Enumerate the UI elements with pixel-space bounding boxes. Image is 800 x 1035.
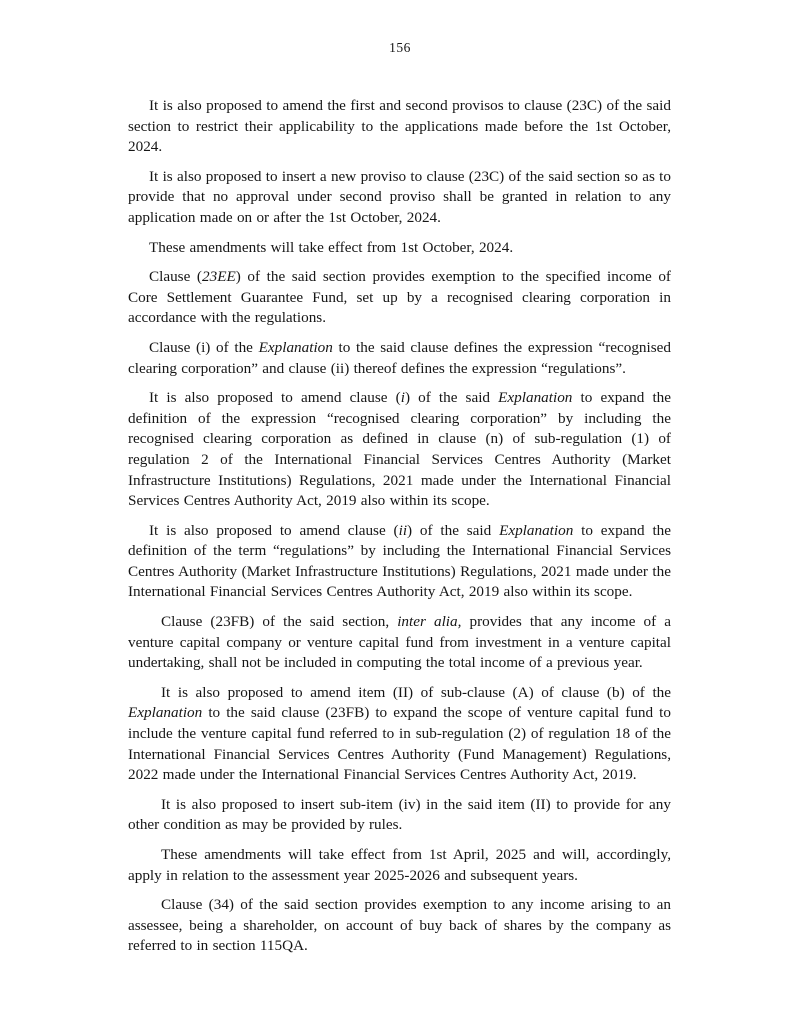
text-run: Explanation [498,389,573,407]
text-run: It is also proposed to insert a new proviso to clause (23C) of the said section so as to provide that no approval under second proviso shall be granted in relation to any application made on or after the 1st October, 2024. [128,167,671,226]
text-run: Clause (34) of the said section provides exemption to any income arising to an assessee, being a shareholder, on account of buy back of shares by the company as referred to in section 115QA. [128,896,671,955]
text-run: It is also proposed to amend the first and second provisos to clause (23C) of the said section to restrict their applicability to the applications made before the 1st October, 2024. [128,97,671,156]
text-run: It is also proposed to insert sub-item (iv) in the said item (II) to provide for any other condition as may be provided by rules. [128,795,671,834]
paragraph [128,267,671,329]
text-run: It is also proposed to amend clause ( [149,521,399,539]
paragraph [128,845,671,886]
text-run: Clause (i) of the [149,338,259,356]
paragraph [128,895,671,957]
text-run: provides that any income of a venture capital company or venture capital fund from investment in a venture capital undertaking, shall not be included in computing the total income of a previous year. [128,613,672,672]
paragraph [128,612,671,674]
text-run: Explanation [499,521,574,539]
text-run: ) of the said section provides exemption to the specified income of Core Settlement Guarantee Fund, set up by a recognised clearing corporation in accordance with the regulations. [128,268,671,327]
text-run: ii [398,521,408,539]
paragraph [128,338,671,379]
paragraph [128,683,671,786]
text-run: Explanation [128,704,203,722]
text-run: to the said clause defines the expression “recognised clearing corporation” and clause (ii) thereof defines the expression “regulations”. [128,338,671,377]
text-run: These amendments will take effect from 1st October, 2024. [149,238,514,256]
text-run: to expand the definition of the expression “recognised clearing corporation” by including the recognised clearing corporation as defined in clause (n) of sub-regulation (1) of regulation 2 of the International Financial Services Centres Authority (Market Infrastructure Institutions) Regulations, 2021 made under the International Financial Services Centres Authority Act, 2019 also within its scope. [128,389,671,510]
text-run: to the said clause (23FB) to expand the scope of venture capital fund to include the venture capital fund referred to in sub-regulation (2) of regulation 18 of the International Financial Services Centres Authority (Fund Management) Regulations, 2022 made under the International Financial Services Centres Authority Act, 2019. [128,704,671,784]
text-run: i [400,389,405,407]
text-run: inter alia, [397,613,462,631]
text-run: ) of the said [404,389,499,407]
text-run: Clause (23FB) of the said section, [161,613,398,631]
text-run: Clause ( [149,268,202,286]
text-run: These amendments will take effect from 1st April, 2025 and will, accordingly, apply in relation to the assessment year 2025-2026 and subsequent years. [128,846,671,884]
paragraph [128,521,671,603]
text-run: It is also proposed to amend clause ( [149,389,401,407]
text-run: It is also proposed to amend item (II) of sub-clause (A) of clause (b) of the [161,683,671,701]
text-run: ) of the said [407,521,500,539]
page-number: 156 [389,40,411,55]
page-content [128,96,671,966]
paragraph [128,167,671,229]
text-run: Explanation [258,338,333,356]
text-run: to expand the definition of the term “regulations” by including the International Financial Services Centres Authority (Market Infrastructure Institutions) Regulations, 2021 made under the International Financial Services Centres Authority Act, 2019 also within its scope. [128,521,671,601]
text-run: 23EE [202,268,236,286]
paragraph [128,238,671,259]
paragraph [128,96,671,158]
paragraph [128,795,671,836]
paragraph [128,388,671,512]
